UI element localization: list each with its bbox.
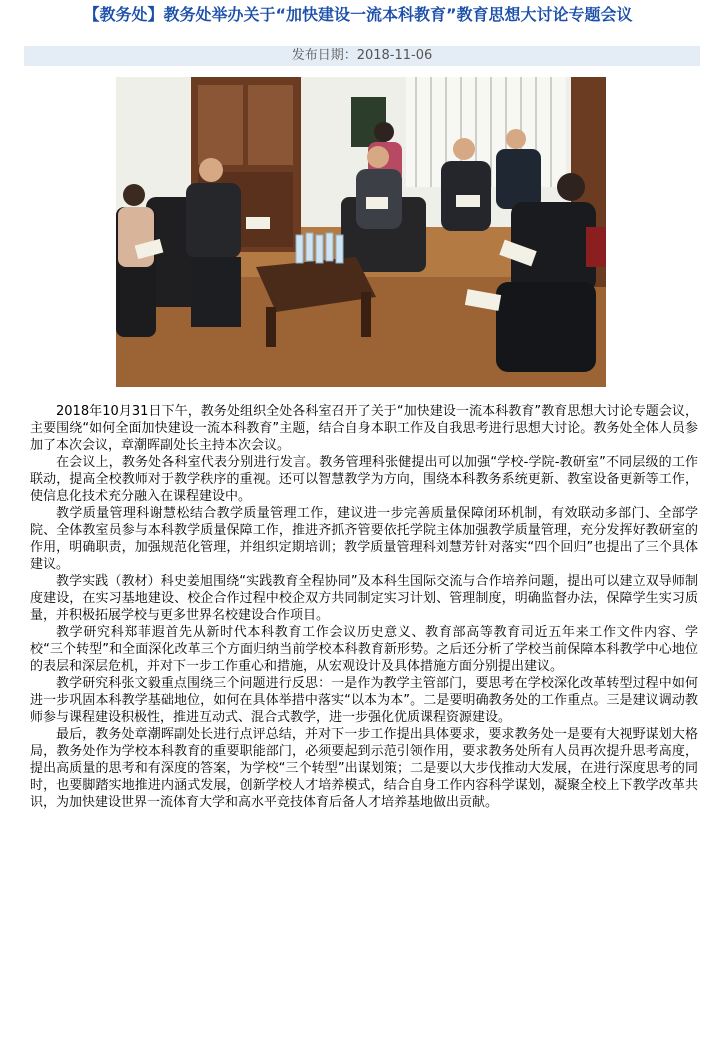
article-title: 【教务处】教务处举办关于“加快建设一流本科教育”教育思想大讨论专题会议 bbox=[83, 5, 633, 24]
publish-date bbox=[24, 46, 700, 66]
meeting-photo-icon bbox=[116, 77, 606, 387]
paragraph-5: 教学研究科郑菲遐首先从新时代本科教育工作会议历史意义、教育部高等教育司近五年来工作文件内容、学校“三个转型”和全面深化改革三个方面归纳当前学校本科教育新形势。之后还分析了学校当前保障本科教学中心地位的表层和深层危机，并对下一步工作重心和措施，从宏观设计及具体措施方面分别提出建议。 bbox=[30, 625, 698, 674]
paragraph-7: 最后，教务处章潮晖副处长进行点评总结，并对下一步工作提出具体要求，要求教务处一是要有大视野谋划大格局，教务处作为学校本科教育的重要职能部门，必须要起到示范引领作用，要求教务处所有人员再次提升思考高度，提出高质量的思考和有深度的答案，为学校“三个转型”出谋划策；二是要以大步伐推动大发展，在进行深度思考的同时，也要脚踏实地推进内涵式发展，创新学校人才培养模式，结合自身工作内容科学谋划，凝聚全校上下教学改革共识，为加快建设世界一流体育大学和高水平竞技体育后备人才培养基地做出贡献。 bbox=[30, 727, 698, 810]
article-body bbox=[30, 403, 698, 811]
paragraph-3: 教学质量管理科谢慧松结合教学质量管理工作，建议进一步完善质量保障闭环机制，有效联动多部门、全部学院、全体教室员参与本科教学质量保障工作，推进齐抓齐管要依托学院主体加强教学质量管理，充分发挥好教研室的作用，明确职责，加强规范化管理，并组织定期培训；教学质量管理科刘慧芳针对落实“四个回归”也提出了三个具体建议。 bbox=[30, 506, 698, 572]
publish-date-value: 2018-11-06 bbox=[356, 48, 433, 63]
paragraph-2: 在会议上，教务处各科室代表分别进行发言。教务管理科张健提出可以加强“学校-学院-教研室”不同层级的工作联动，提高全校教师对于教学秩序的重视。还可以智慧教学为方向，围绕本科教务系统更新、教室设备更新等工作，使信息化技术充分融入在课程建设中。 bbox=[30, 455, 698, 504]
article-photo bbox=[116, 77, 606, 387]
paragraph-1: 2018年10月31日下午，教务处组织全处各科室召开了关于“加快建设一流本科教育”教育思想大讨论专题会议，主要围绕“如何全面加快建设一流本科教育”主题，结合自身本职工作及自我思考进行思想大讨论。教务处全体人员参加了本次会议，章潮晖副处长主持本次会议。 bbox=[30, 404, 698, 453]
paragraph-4: 教学实践（教材）科史姜旭围绕“实践教育全程协同”及本科生国际交流与合作培养问题，提出可以建立双导师制度建设，在实习基地建设、校企合作过程中校企双方共同制定实习计划、管理制度，明确监督办法，保障学生实习质量，并积极拓展学校与更多世界名校建设合作项目。 bbox=[30, 574, 698, 623]
paragraph-6: 教学研究科张文毅重点围绕三个问题进行反思：一是作为教学主管部门，要思考在学校深化改革转型过程中如何进一步巩固本科教学基础地位，如何在具体举措中落实“以本为本”。二是要明确教务处的工作重点。三是建议调动教师参与课程建设积极性，推进互动式、混合式教学，进一步强化优质课程资源建设。 bbox=[30, 676, 698, 725]
publish-date-label: 发布日期： bbox=[291, 48, 357, 63]
